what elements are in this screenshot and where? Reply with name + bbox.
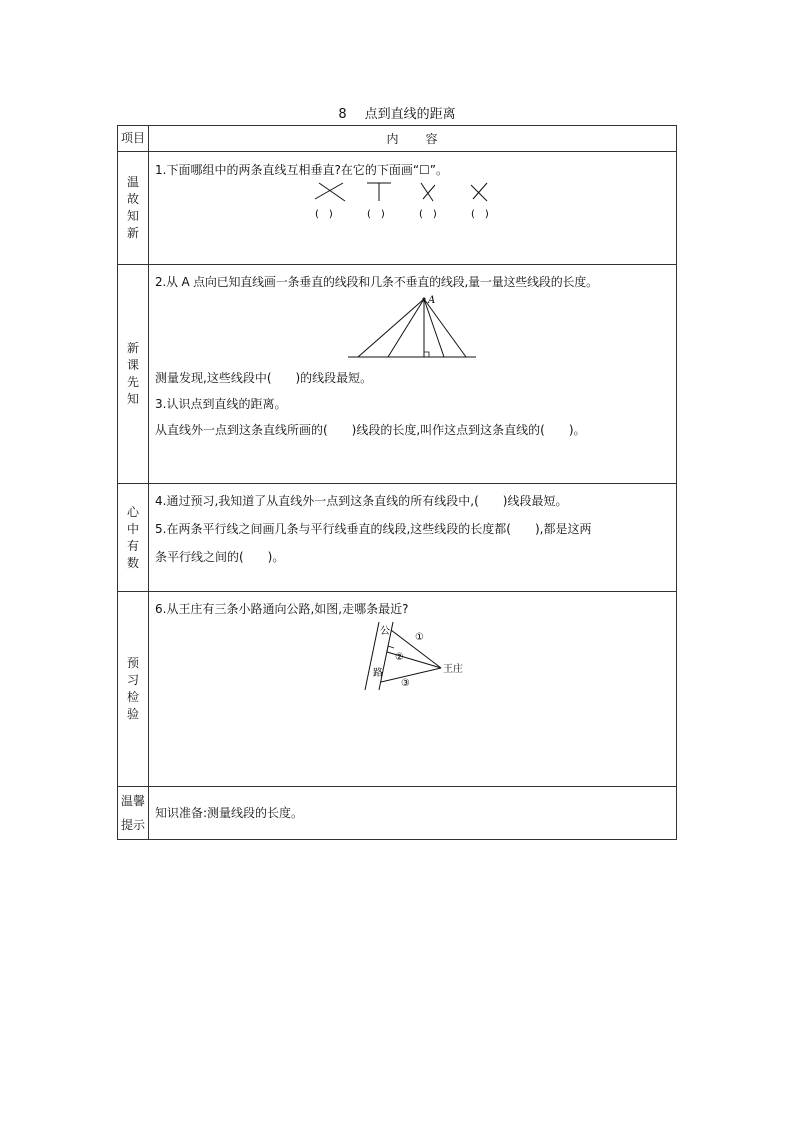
question-2-result: 测量发现,这些线段中( )的线段最短。 bbox=[155, 371, 373, 385]
worksheet-table bbox=[117, 125, 677, 840]
row-content-review bbox=[149, 152, 677, 265]
answer-paren-3: ( ) bbox=[419, 209, 437, 220]
path-label-3: ③ bbox=[401, 678, 410, 689]
row-label-check: 预习检验 bbox=[118, 592, 149, 787]
row-content-check bbox=[149, 592, 677, 787]
point-a-label: A bbox=[428, 295, 436, 306]
village-label: 王庄 bbox=[443, 664, 463, 675]
row-content-new bbox=[149, 265, 677, 484]
table-row bbox=[118, 787, 677, 840]
question-1: 1.下面哪组中的两条直线互相垂直?在它的下面画“☐”。 bbox=[155, 163, 449, 177]
road-char-1: 公 bbox=[380, 626, 390, 637]
path-label-2: ② bbox=[395, 652, 404, 663]
row-label-review: 温故知新 bbox=[118, 152, 149, 265]
road-paths-figure bbox=[363, 620, 483, 692]
page-title bbox=[0, 103, 794, 122]
question-5-line2: 条平行线之间的( )。 bbox=[155, 550, 285, 564]
lesson-number: 8 bbox=[338, 107, 347, 122]
row-label-mind: 心中有数 bbox=[118, 484, 149, 592]
table-row bbox=[118, 592, 677, 787]
line-pairs-figure bbox=[311, 179, 511, 223]
row-label-tip: 温馨提示 bbox=[118, 787, 149, 840]
road-char-2: 路 bbox=[373, 668, 383, 679]
perpendicular-figure bbox=[348, 295, 488, 365]
tip-text: 知识准备:测量线段的长度。 bbox=[155, 806, 304, 820]
question-4: 4.通过预习,我知道了从直线外一点到这条直线的所有线段中,( )线段最短。 bbox=[155, 494, 568, 508]
question-3-text: 从直线外一点到这条直线所画的( )线段的长度,叫作这点到这条直线的( )。 bbox=[155, 423, 586, 437]
question-3: 3.认识点到直线的距离。 bbox=[155, 397, 287, 411]
row-label-new: 新课先知 bbox=[118, 265, 149, 484]
table-row bbox=[118, 265, 677, 484]
answer-paren-1: ( ) bbox=[315, 209, 333, 220]
lesson-title: 点到直线的距离 bbox=[364, 107, 456, 122]
header-project: 项目 bbox=[118, 126, 149, 152]
table-row bbox=[118, 484, 677, 592]
header-content: 内 容 bbox=[149, 126, 677, 152]
path-label-1: ① bbox=[415, 632, 424, 643]
question-5-line1: 5.在两条平行线之间画几条与平行线垂直的线段,这些线段的长度都( ),都是这两 bbox=[155, 522, 592, 536]
answer-paren-2: ( ) bbox=[367, 209, 385, 220]
table-header-row bbox=[118, 126, 677, 152]
row-content-tip bbox=[149, 787, 677, 840]
question-2: 2.从 A 点向已知直线画一条垂直的线段和几条不垂直的线段,量一量这些线段的长度。 bbox=[155, 275, 598, 289]
answer-paren-4: ( ) bbox=[471, 209, 489, 220]
row-content-mind bbox=[149, 484, 677, 592]
question-6: 6.从王庄有三条小路通向公路,如图,走哪条最近? bbox=[155, 602, 409, 616]
table-row bbox=[118, 152, 677, 265]
